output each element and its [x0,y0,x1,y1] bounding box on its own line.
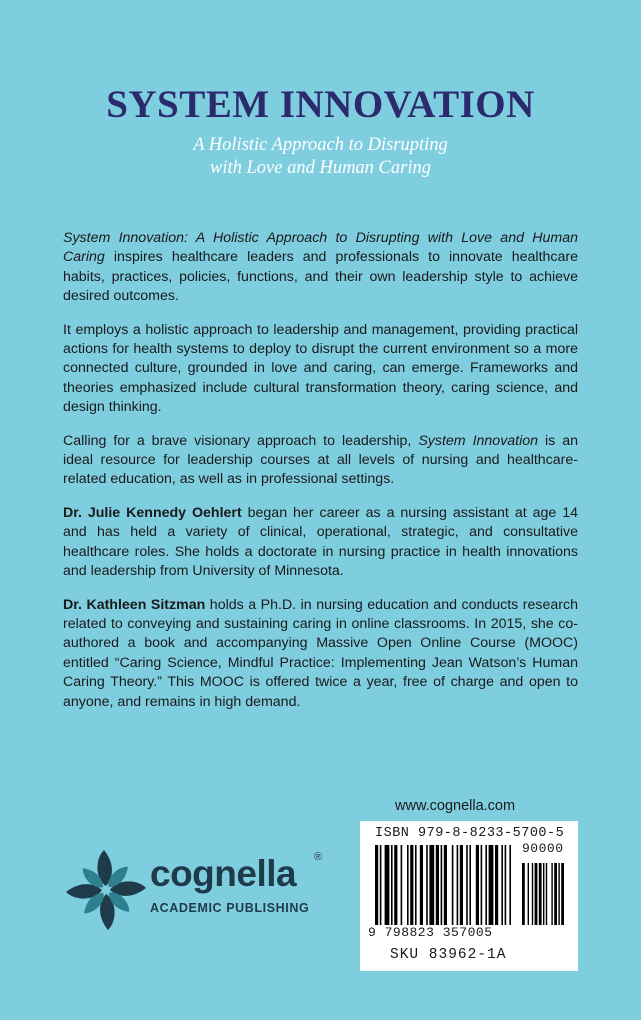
author-name: Dr. Kathleen Sitzman [63,596,206,613]
blurb-text: is an ideal resource for leadership courses at all levels of nursing and healthcare-related education, as well as in professional settings. [63,432,578,488]
author-bio-oehlert [63,504,578,582]
subtitle-line-1: A Holistic Approach to Disrupting [193,135,448,155]
blurb-paragraph-3 [63,432,578,490]
publisher-tagline: ACADEMIC PUBLISHING [150,901,310,915]
blurb-paragraph-1 [63,229,578,307]
barcode-number: 9 798823 357005 [368,925,493,940]
bio-text: holds a Ph.D. in nursing education and conducts research related to conveying and sustaining caring in online classrooms. In 2015, she co-authored a book and accompanying Massive Open Online Course (MOOC) entitled “Caring Science, Mindful Practice: Implementing Jean Watson’s Human Caring Theory.” This MOOC is offered twice a year, free of charge and open to anyone, and remains in high demand. [63,596,578,710]
book-subtitle [0,134,641,180]
blurb-paragraph-2: It employs a holistic approach to leadership and management, providing practical actions for health systems to deploy to disrupt the current environment so a more connected culture, grounded in love and caring, can emerge. Frameworks and theories emphasized include cultural transformation theory, caring science, and design thinking. [63,321,578,416]
bio-text: began her career as a nursing assistant at age 14 and has held a variety of clinical, operational, strategic, and consultative healthcare roles. She holds a doctorate in nursing practice in health innovations and leadership from University of Minnesota. [63,504,578,580]
publisher-website: www.cognella.com [395,798,516,814]
author-name: Dr. Julie Kennedy Oehlert [63,504,242,521]
barcode-block [360,821,578,971]
book-title-italic: System Innovation: A Holistic Approach to Disrupting with Love and Human Caring [63,230,578,266]
publisher-logo [62,845,342,935]
barcode-addon-number: 90000 [522,841,564,856]
book-title-italic: System Innovation [418,432,539,449]
publisher-name: cognella [150,853,297,894]
blurb-text: Calling for a brave visionary approach to leadership, [63,432,419,449]
author-bio-sitzman [63,596,578,712]
cognella-flower-icon [62,845,152,935]
blurb-body [63,229,578,726]
registered-mark: ® [314,851,323,863]
blurb-text: inspires healthcare leaders and professionals to innovate healthcare habits, practices, policies, functions, and their own leadership style to achieve desired outcomes. [63,249,578,305]
barcode-bars [375,845,570,927]
sku-label: SKU 83962-1A [390,947,507,963]
isbn-label: ISBN 979-8-8233-5700-5 [375,826,565,841]
subtitle-line-2: with Love and Human Caring [210,158,431,178]
book-title: SYSTEM INNOVATION [106,83,535,126]
